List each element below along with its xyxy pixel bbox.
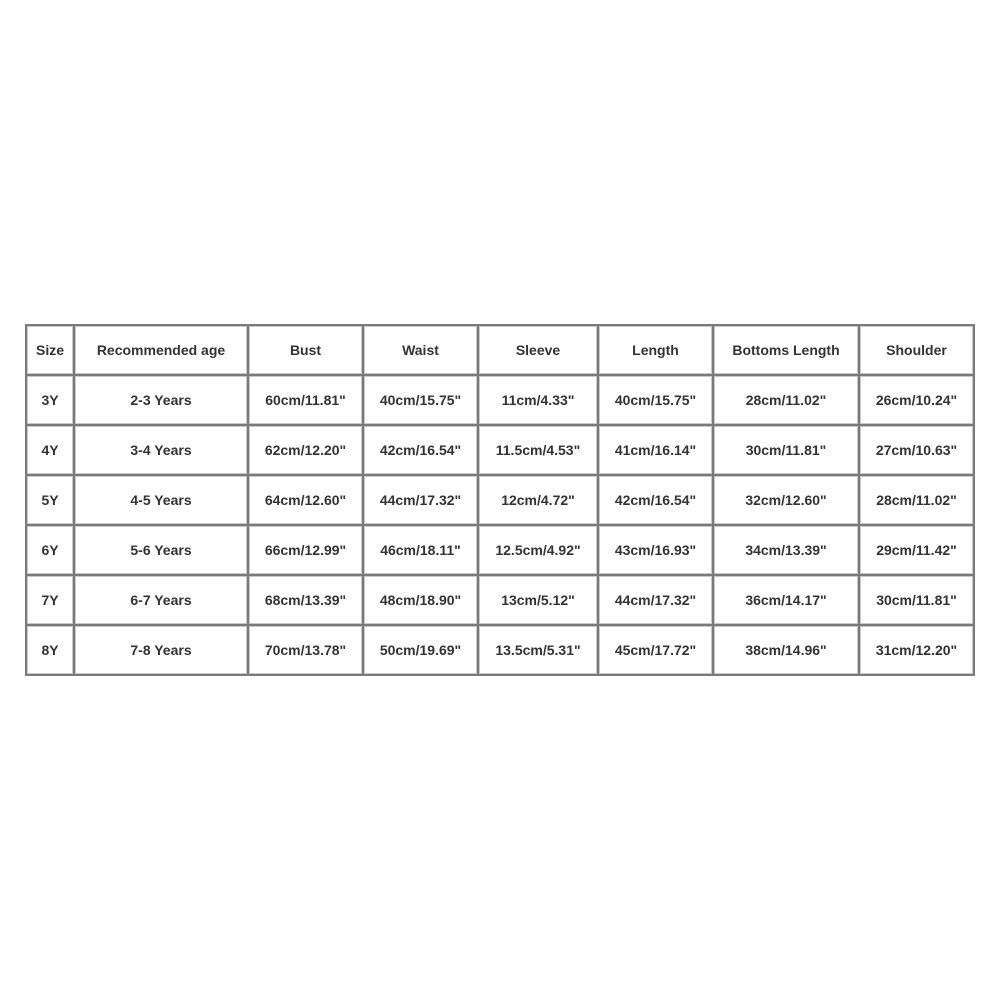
table-row (27, 626, 975, 676)
cell-recommended-age: 5-6 Years (75, 526, 249, 576)
cell-recommended-age: 7-8 Years (75, 626, 249, 676)
cell-waist: 42cm/16.54" (364, 426, 479, 476)
cell-waist: 50cm/19.69" (364, 626, 479, 676)
cell-shoulder: 27cm/10.63" (860, 426, 975, 476)
cell-size: 5Y (27, 476, 75, 526)
cell-sleeve: 13cm/5.12" (479, 576, 599, 626)
cell-sleeve: 11cm/4.33" (479, 376, 599, 426)
cell-size: 6Y (27, 526, 75, 576)
cell-bust: 66cm/12.99" (249, 526, 364, 576)
cell-bust: 62cm/12.20" (249, 426, 364, 476)
cell-size: 7Y (27, 576, 75, 626)
cell-bust: 68cm/13.39" (249, 576, 364, 626)
cell-recommended-age: 2-3 Years (75, 376, 249, 426)
cell-recommended-age: 3-4 Years (75, 426, 249, 476)
cell-bottoms-length: 36cm/14.17" (714, 576, 860, 626)
cell-bottoms-length: 30cm/11.81" (714, 426, 860, 476)
cell-length: 43cm/16.93" (599, 526, 714, 576)
cell-bottoms-length: 38cm/14.96" (714, 626, 860, 676)
cell-length: 44cm/17.32" (599, 576, 714, 626)
cell-shoulder: 28cm/11.02" (860, 476, 975, 526)
cell-bottoms-length: 28cm/11.02" (714, 376, 860, 426)
header-cell-bust: Bust (249, 326, 364, 376)
cell-waist: 48cm/18.90" (364, 576, 479, 626)
cell-waist: 44cm/17.32" (364, 476, 479, 526)
table-row (27, 526, 975, 576)
cell-shoulder: 26cm/10.24" (860, 376, 975, 426)
size-chart-table (25, 324, 975, 676)
cell-bottoms-length: 32cm/12.60" (714, 476, 860, 526)
cell-shoulder: 29cm/11.42" (860, 526, 975, 576)
cell-sleeve: 13.5cm/5.31" (479, 626, 599, 676)
cell-length: 42cm/16.54" (599, 476, 714, 526)
table-row (27, 576, 975, 626)
cell-length: 41cm/16.14" (599, 426, 714, 476)
header-cell-shoulder: Shoulder (860, 326, 975, 376)
header-cell-size: Size (27, 326, 75, 376)
header-cell-waist: Waist (364, 326, 479, 376)
cell-waist: 40cm/15.75" (364, 376, 479, 426)
header-cell-length: Length (599, 326, 714, 376)
cell-bust: 70cm/13.78" (249, 626, 364, 676)
cell-sleeve: 12cm/4.72" (479, 476, 599, 526)
table-row (27, 476, 975, 526)
cell-recommended-age: 4-5 Years (75, 476, 249, 526)
size-chart-body (27, 376, 975, 676)
cell-shoulder: 31cm/12.20" (860, 626, 975, 676)
cell-sleeve: 11.5cm/4.53" (479, 426, 599, 476)
cell-waist: 46cm/18.11" (364, 526, 479, 576)
header-row (27, 326, 975, 376)
cell-sleeve: 12.5cm/4.92" (479, 526, 599, 576)
table-row (27, 426, 975, 476)
header-cell-sleeve: Sleeve (479, 326, 599, 376)
cell-length: 40cm/15.75" (599, 376, 714, 426)
header-cell-recommended-age: Recommended age (75, 326, 249, 376)
header-cell-bottoms-length: Bottoms Length (714, 326, 860, 376)
cell-bust: 64cm/12.60" (249, 476, 364, 526)
cell-length: 45cm/17.72" (599, 626, 714, 676)
cell-size: 3Y (27, 376, 75, 426)
cell-shoulder: 30cm/11.81" (860, 576, 975, 626)
cell-size: 8Y (27, 626, 75, 676)
size-chart-container (25, 324, 975, 676)
table-row (27, 376, 975, 426)
cell-recommended-age: 6-7 Years (75, 576, 249, 626)
cell-bottoms-length: 34cm/13.39" (714, 526, 860, 576)
cell-size: 4Y (27, 426, 75, 476)
cell-bust: 60cm/11.81" (249, 376, 364, 426)
